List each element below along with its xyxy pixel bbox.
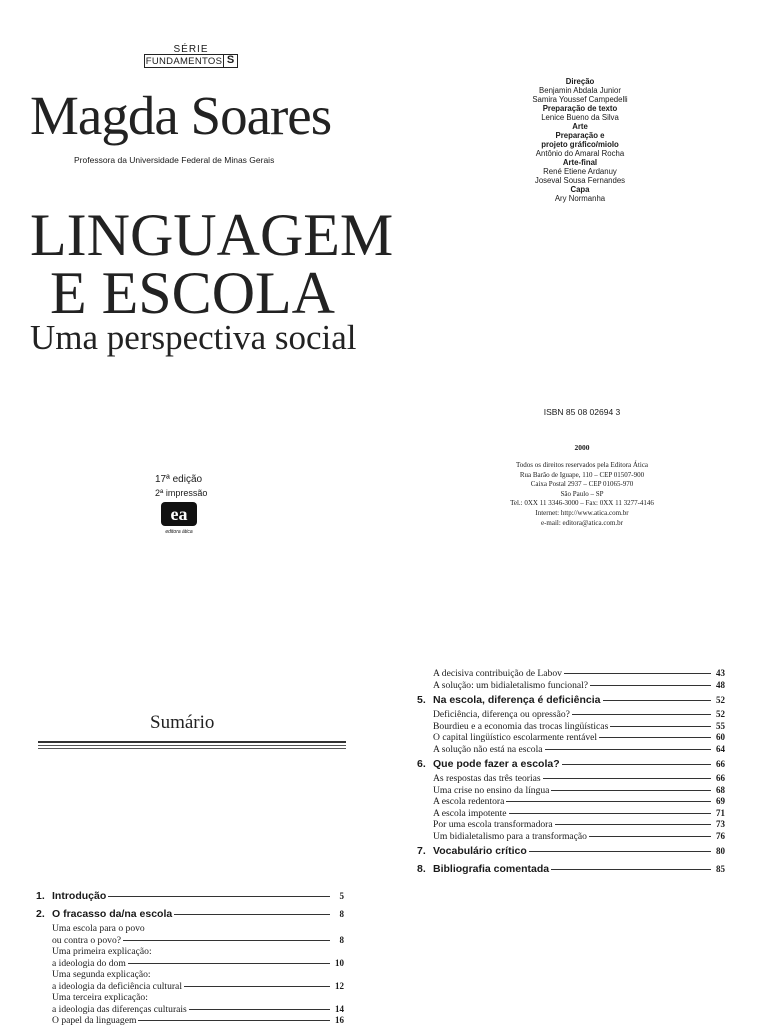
toc-page-number: 52 bbox=[716, 695, 725, 705]
publisher-logo-icon bbox=[159, 500, 199, 536]
toc-leader bbox=[123, 940, 330, 941]
credit-role: Arte bbox=[572, 122, 588, 131]
toc-chapter-title: Introdução bbox=[52, 890, 107, 902]
imprint-line: Todos os direitos reservados pela Editora Ática bbox=[515, 461, 649, 469]
toc-page-number: 80 bbox=[716, 846, 725, 856]
toc-leader bbox=[138, 1020, 330, 1021]
toc-chapter-title: Vocabulário crítico bbox=[433, 845, 527, 857]
author-affiliation: Professora da Universidade Federal de Minas Gerais bbox=[74, 155, 275, 165]
toc-entry bbox=[36, 1015, 344, 1027]
book-title-line-1: LINGUAGEM bbox=[30, 202, 394, 268]
author-name: Magda Soares bbox=[30, 85, 332, 146]
toc-leader bbox=[599, 737, 711, 738]
toc-chapter-number: 7. bbox=[417, 845, 426, 857]
toc-entry bbox=[417, 668, 725, 680]
series-mark: S bbox=[223, 54, 237, 68]
toc-page-number: 10 bbox=[335, 957, 344, 968]
imprint-line: e-mail: editora@atica.com.br bbox=[540, 518, 624, 527]
toc-leader bbox=[189, 1009, 330, 1010]
credit-role: Preparação e bbox=[555, 131, 605, 140]
toc-page-number: 64 bbox=[716, 743, 725, 754]
toc-page-number: 66 bbox=[716, 773, 725, 783]
toc-entry-title: O papel da linguagem bbox=[52, 1015, 137, 1026]
toc-page-number: 66 bbox=[716, 759, 725, 769]
toc-entry bbox=[36, 1004, 344, 1016]
toc-chapter bbox=[417, 845, 725, 860]
credit-name: Benjamin Abdala Junior bbox=[539, 86, 621, 95]
toc-chapter-title: O fracasso da/na escola bbox=[52, 908, 173, 920]
imprint-line: Rua Barão de Iguape, 110 – CEP 01507-900 bbox=[519, 470, 645, 479]
toc-entry-title: O capital lingüístico escolarmente rentável bbox=[433, 732, 598, 743]
toc-entry-title: Uma escola para o povo bbox=[52, 923, 145, 934]
toc-chapter bbox=[417, 863, 725, 878]
printing: 2ª impressão bbox=[155, 488, 208, 498]
credit-role: Preparação de texto bbox=[542, 104, 618, 113]
toc-entry bbox=[417, 785, 725, 797]
toc-leader bbox=[174, 914, 330, 915]
toc-heading: Sumário bbox=[150, 712, 215, 733]
credit-name: Samira Youssef Campedelli bbox=[532, 95, 628, 104]
toc-entry-title: Uma terceira explicação: bbox=[52, 992, 148, 1003]
toc-entry-title: A solução não está na escola bbox=[433, 743, 543, 755]
toc-chapter-number: 8. bbox=[417, 863, 426, 875]
imprint-line: Internet: http://www.atica.com.br bbox=[535, 508, 629, 517]
toc-entry bbox=[417, 831, 725, 843]
series-band bbox=[144, 54, 238, 68]
toc-entry bbox=[36, 969, 344, 981]
toc-right-column bbox=[417, 668, 725, 878]
toc-entry-title: a ideologia da deficiência cultural bbox=[52, 980, 182, 992]
toc-chapter-number: 5. bbox=[417, 694, 426, 706]
toc-leader bbox=[590, 685, 711, 686]
toc-leader bbox=[551, 790, 711, 791]
credit-role: Capa bbox=[570, 185, 590, 194]
toc-page-number: 8 bbox=[339, 909, 344, 919]
toc-entry-title: A solução: um bidialetalismo funcional? bbox=[433, 679, 589, 691]
imprint-line: Caixa Postal 2937 – CEP 01065-970 bbox=[530, 480, 634, 489]
toc-chapter-title: Na escola, diferença é deficiência bbox=[433, 694, 601, 706]
toc-entry bbox=[36, 946, 344, 958]
credit-name: Lenice Bueno da Silva bbox=[541, 113, 619, 122]
toc-entry-title: ou contra o povo? bbox=[52, 934, 122, 946]
credit-role: Direção bbox=[565, 77, 595, 86]
publisher-logo-text: editora ática bbox=[165, 529, 193, 535]
toc-entry bbox=[36, 923, 344, 935]
toc-entry bbox=[417, 773, 725, 785]
toc-chapter bbox=[417, 694, 725, 709]
credit-name: René Etiene Ardanuy bbox=[543, 167, 617, 176]
toc-leader bbox=[603, 700, 712, 701]
credit-name: Antônio do Amaral Rocha bbox=[535, 149, 625, 158]
toc-entry-title: a ideologia do dom bbox=[52, 957, 126, 969]
toc-entry bbox=[36, 935, 344, 947]
credit-name: Ary Normanha bbox=[554, 194, 606, 203]
toc-entry-title: Uma primeira explicação: bbox=[52, 946, 152, 957]
toc-entry bbox=[417, 796, 725, 808]
toc-leader bbox=[610, 726, 711, 727]
toc-chapter-title: Bibliografia comentada bbox=[433, 863, 550, 875]
imprint-line: Tel.: 0XX 11 3346-3000 – Fax: 0XX 11 3277-4146 bbox=[510, 499, 654, 508]
series-label: SÉRIE bbox=[173, 44, 209, 55]
toc-entry-title: Uma crise no ensino da língua bbox=[433, 784, 550, 796]
credit-role: Arte-final bbox=[562, 158, 598, 167]
toc-entry bbox=[417, 808, 725, 820]
toc-leader bbox=[564, 673, 711, 674]
series-logo bbox=[144, 46, 238, 68]
imprint-line: São Paulo – SP bbox=[560, 489, 604, 498]
publication-year: 2000 bbox=[574, 443, 590, 452]
imprint bbox=[474, 461, 690, 528]
toc-entry-title: Bourdieu e a economia das trocas lingüísticas bbox=[433, 720, 609, 732]
toc-entry-title: A decisiva contribuição de Labov bbox=[433, 668, 562, 679]
toc-entry bbox=[36, 981, 344, 993]
toc-leader bbox=[589, 836, 711, 837]
toc-leader bbox=[572, 714, 711, 715]
toc-leader bbox=[555, 824, 711, 825]
toc-entry bbox=[36, 992, 344, 1004]
toc-rule bbox=[38, 741, 346, 749]
toc-entry-title: A escola impotente bbox=[433, 807, 507, 819]
toc-leader bbox=[108, 896, 330, 897]
toc-page-number: 85 bbox=[716, 864, 725, 874]
toc-page-number: 48 bbox=[716, 679, 725, 690]
toc-leader bbox=[529, 851, 711, 852]
toc-page-number: 12 bbox=[335, 980, 344, 991]
book-subtitle: Uma perspectiva social bbox=[30, 318, 357, 357]
credit-role: projeto gráfico/miolo bbox=[541, 140, 619, 149]
toc-entry-title: A escola redentora bbox=[433, 796, 505, 807]
toc-entry bbox=[417, 819, 725, 831]
toc-page-number: 5 bbox=[339, 891, 344, 901]
toc-entry-title: Deficiência, diferença ou opressão? bbox=[433, 709, 570, 720]
toc-chapter-number: 6. bbox=[417, 758, 426, 770]
toc-left-column bbox=[36, 887, 344, 1027]
toc-entry bbox=[417, 744, 725, 756]
toc-chapter bbox=[36, 908, 344, 923]
toc-leader bbox=[128, 963, 330, 964]
toc-leader bbox=[184, 986, 330, 987]
toc-entry-title: a ideologia das diferenças culturais bbox=[52, 1003, 187, 1015]
toc-chapter bbox=[417, 758, 725, 773]
toc-entry-title: Uma segunda explicação: bbox=[52, 969, 151, 980]
toc-leader bbox=[545, 749, 712, 750]
toc-entry-title: As respostas das três teorias bbox=[433, 773, 541, 784]
toc-page-number: 73 bbox=[716, 819, 725, 829]
toc-entry bbox=[417, 732, 725, 744]
toc-page-number: 69 bbox=[716, 796, 725, 806]
toc-chapter bbox=[36, 890, 344, 905]
toc-page-number: 52 bbox=[716, 709, 725, 719]
credits bbox=[490, 77, 670, 203]
toc-leader bbox=[506, 801, 711, 802]
toc-page-number: 16 bbox=[335, 1015, 344, 1025]
toc-leader bbox=[551, 869, 711, 870]
toc-page-number: 55 bbox=[716, 720, 725, 731]
series-name: FUNDAMENTOS bbox=[145, 55, 223, 67]
toc-chapter-number: 1. bbox=[36, 890, 45, 902]
toc-entry-title: Por uma escola transformadora bbox=[433, 819, 553, 830]
toc-leader bbox=[543, 778, 711, 779]
isbn: ISBN 85 08 02694 3 bbox=[543, 407, 621, 417]
toc-page-number: 14 bbox=[335, 1003, 344, 1014]
toc-entry bbox=[417, 721, 725, 733]
toc-entry bbox=[417, 680, 725, 692]
toc-leader bbox=[509, 813, 711, 814]
edition: 17ª edição bbox=[155, 474, 203, 485]
credit-name: Joseval Sousa Fernandes bbox=[534, 176, 626, 185]
toc-page-number: 71 bbox=[716, 807, 725, 818]
svg-text:ea: ea bbox=[170, 504, 188, 524]
toc-page-number: 68 bbox=[716, 784, 725, 795]
toc-page-number: 43 bbox=[716, 668, 725, 678]
toc-page-number: 8 bbox=[339, 934, 344, 945]
toc-page-number: 76 bbox=[716, 830, 725, 841]
toc-page-number: 60 bbox=[716, 732, 725, 742]
book-title-line-2: E ESCOLA bbox=[50, 260, 335, 326]
toc-leader bbox=[562, 764, 711, 765]
toc-chapter-number: 2. bbox=[36, 908, 45, 920]
toc-entry bbox=[417, 709, 725, 721]
toc-entry-title: Um bidialetalismo para a transformação bbox=[433, 830, 587, 842]
toc-entry bbox=[36, 958, 344, 970]
toc-chapter-title: Que pode fazer a escola? bbox=[433, 758, 560, 770]
